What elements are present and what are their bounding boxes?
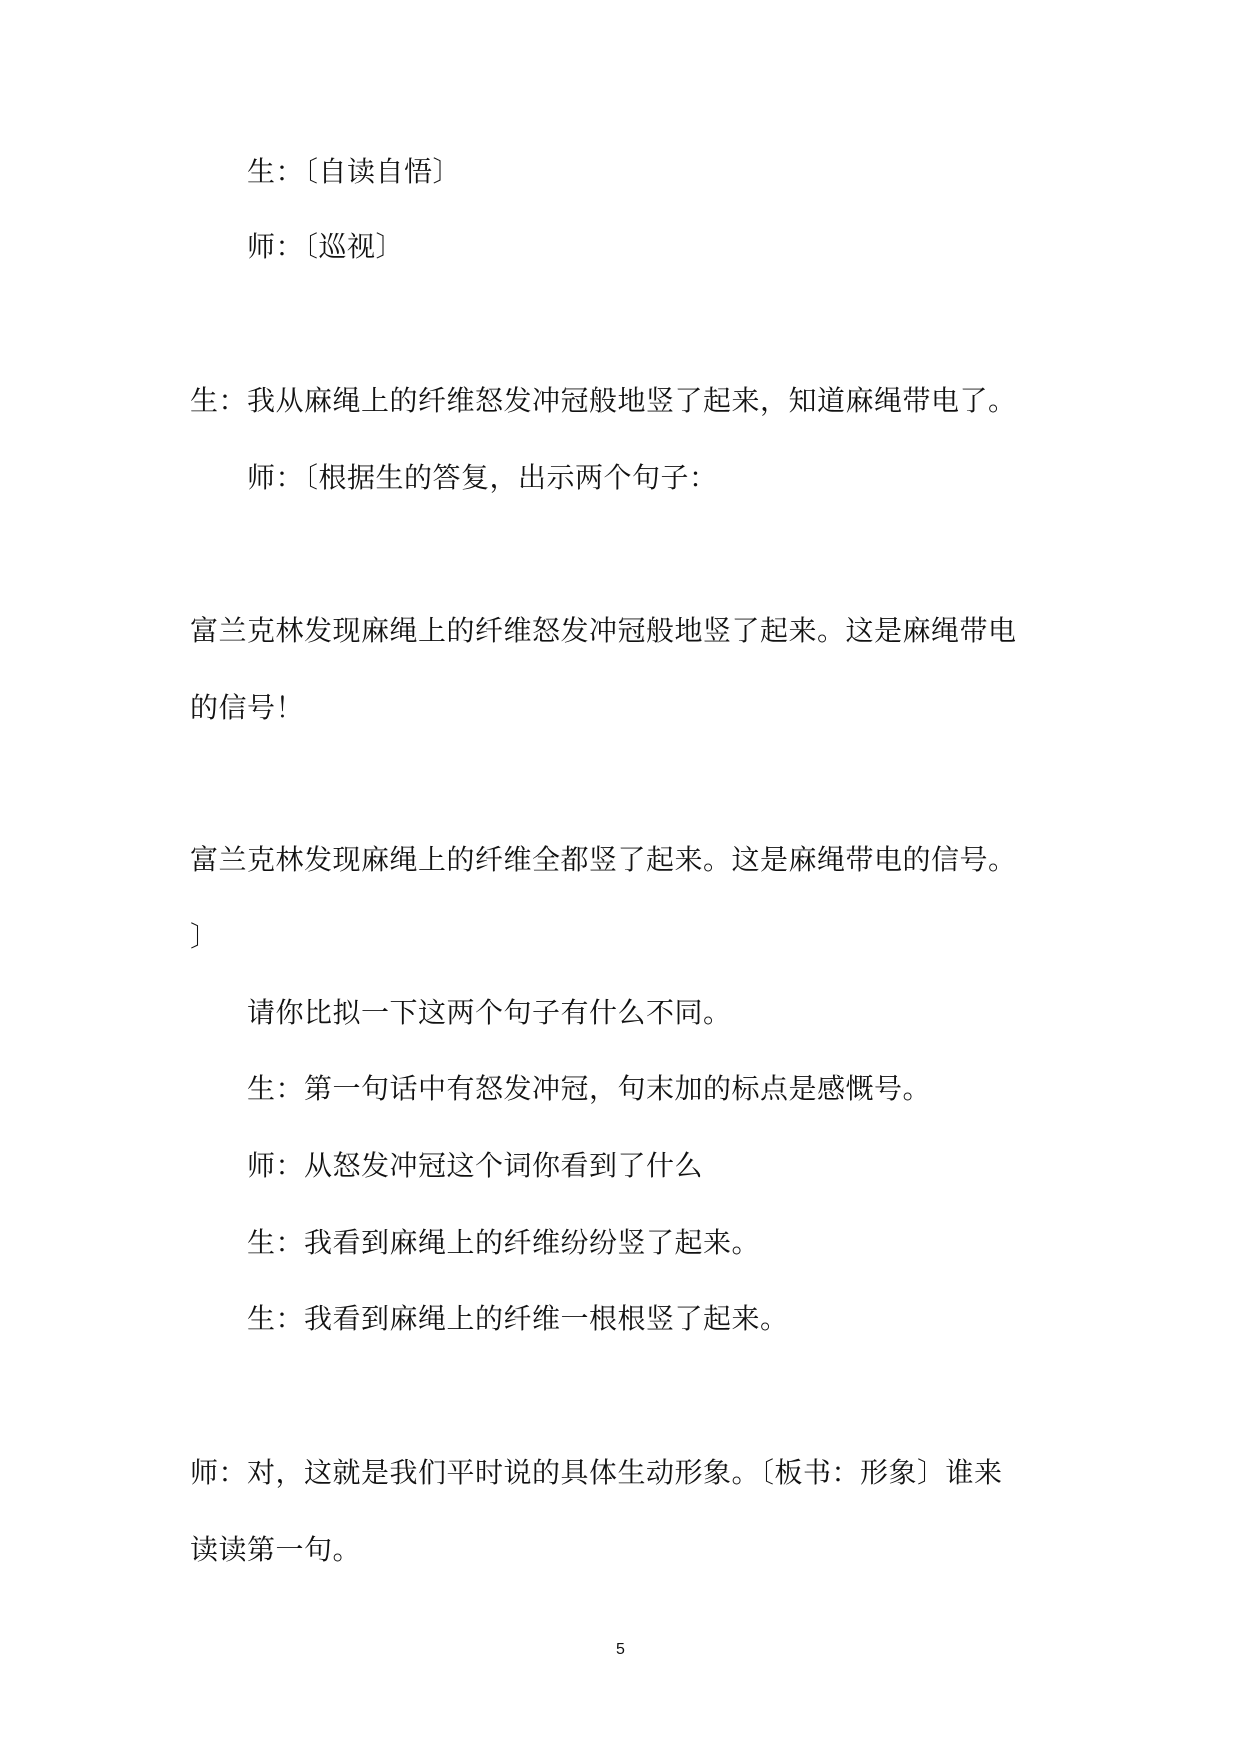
text-line: 生：我看到麻绳上的纤维一根根竖了起来。: [247, 1302, 789, 1335]
text-line: 的信号！: [190, 691, 305, 724]
text-line: 〕: [190, 920, 219, 953]
text-line: 师：〔巡视〕: [247, 230, 405, 263]
text-line: 生：〔自读自悟〕: [247, 155, 462, 188]
text-line: 生：我看到麻绳上的纤维纷纷竖了起来。: [247, 1226, 761, 1259]
text-line: 富兰克林发现麻绳上的纤维怒发冲冠般地竖了起来。这是麻绳带电: [190, 614, 1017, 647]
text-line: 师：从怒发冲冠这个词你看到了什么: [247, 1149, 704, 1182]
text-line: 富兰克林发现麻绳上的纤维全都竖了起来。这是麻绳带电的信号。: [190, 843, 1017, 876]
text-line: 读读第一句。: [190, 1533, 362, 1566]
page-number: 5: [616, 1641, 625, 1658]
text-line: 生：第一句话中有怒发冲冠，句末加的标点是感慨号。: [247, 1072, 932, 1105]
text-line: 请你比拟一下这两个句子有什么不同。: [247, 996, 732, 1029]
text-line: 师：〔根据生的答复，出示两个句子：: [247, 461, 718, 494]
text-line: 师：对，这就是我们平时说的具体生动形象。〔板书：形象〕谁来: [190, 1456, 1003, 1489]
text-line: 生：我从麻绳上的纤维怒发冲冠般地竖了起来，知道麻绳带电了。: [190, 384, 1017, 417]
